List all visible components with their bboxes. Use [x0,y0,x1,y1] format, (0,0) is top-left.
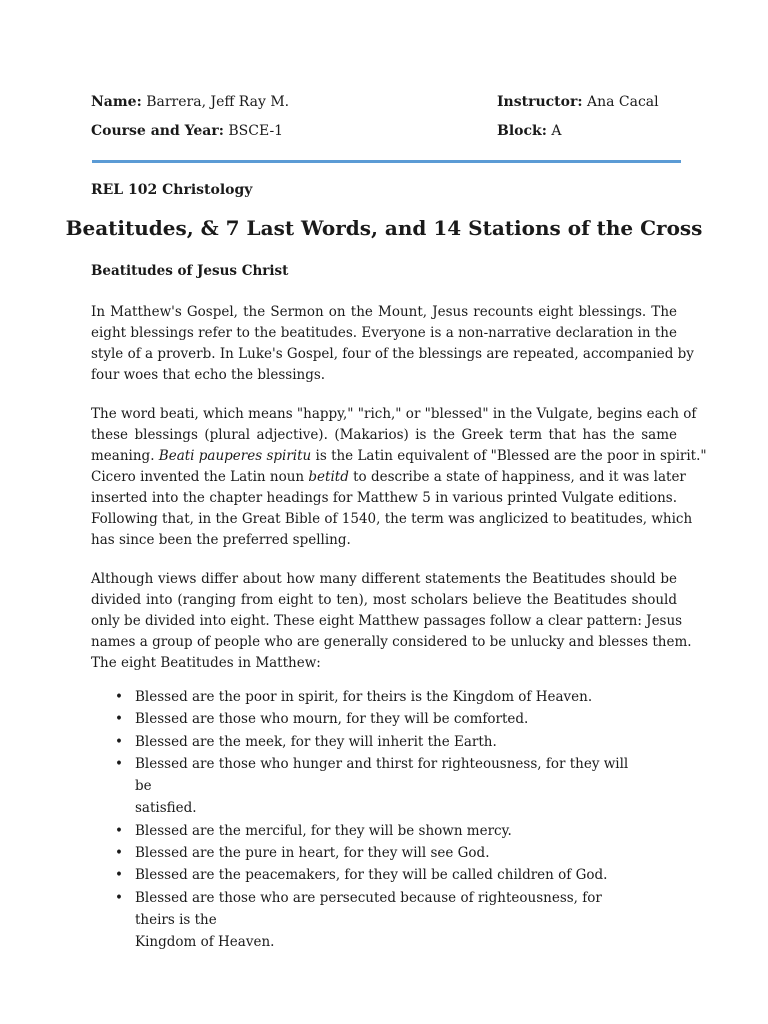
beatitude-text: Blessed are those who are persecuted because of righteousness, for theirs is the [135,889,602,928]
paragraph-line: style of a proverb. In Luke's Gospel, four of the blessings are repeated, accompanied by [91,346,694,362]
beatitude-text: Blessed are those who mourn, for they will be comforted. [135,711,529,728]
instructor-label: Instructor: [497,94,583,110]
beatitude-text: Blessed are those who hunger and thirst for righteousness, for they will be [135,755,629,795]
block-label: Block: [497,123,547,139]
paragraph-line: has since been the preferred spelling. [91,532,351,548]
paragraph-line: divided into (ranging from eight to ten), most scholars believe the Beatitudes should [91,592,677,608]
beatitude-item [0,864,635,886]
course-code: REL 102 Christology [91,182,253,198]
paragraph-line: Following that, in the Great Bible of 1540, the term was anglicized to beatitudes, which [91,511,693,527]
bullet-icon: • [115,755,123,772]
name-label: Name: [91,94,142,110]
paragraph-line: In Matthew's Gospel, the Sermon on the Mount, Jesus recounts eight blessings. The [91,304,677,320]
beatitude-item [0,753,635,820]
paragraph-line: four woes that echo the blessings. [91,367,326,383]
bullet-icon: • [115,733,123,750]
document-title: Beatitudes, & 7 Last Words, and 14 Stations of the Cross [65,216,703,240]
beatitude-item [0,887,635,954]
text-run: meaning. [91,448,159,464]
bullet-icon: • [115,822,123,839]
bullet-icon: • [115,711,123,728]
name-value: Barrera, Jeff Ray M. [146,94,290,110]
student-name [91,92,289,112]
beatitude-text: Blessed are the pure in heart, for they will see God. [135,845,490,862]
paragraph-line: only be divided into eight. These eight Matthew passages follow a clear pattern: Jesus [91,613,683,629]
paragraph-line: inserted into the chapter headings for Matthew 5 in various printed Vulgate editions. [91,490,677,506]
bullet-icon: • [115,867,123,884]
text-run: is the Latin equivalent of "Blessed are the poor in spirit." [311,448,707,464]
paragraph-line [91,446,707,467]
beatitude-text: satisfied. [135,800,197,817]
latin-phrase: Beati pauperes spiritu [158,448,312,464]
beatitude-item [0,820,635,842]
latin-noun: betitd [308,469,349,485]
paragraph-line: The eight Beatitudes in Matthew: [91,655,321,671]
beatitude-item [0,686,635,708]
header-divider [92,160,681,163]
bullet-icon: • [115,845,123,862]
paragraph-division [91,569,692,674]
text-run: to describe a state of happiness, and it was later [348,469,686,485]
beatitude-text: Blessed are the meek, for they will inherit the Earth. [135,733,497,750]
block-value: A [551,123,562,139]
beatitude-text: Blessed are the merciful, for they will be shown mercy. [135,822,512,839]
instructor-value: Ana Cacal [586,94,659,110]
paragraph-line: names a group of people who are generally considered to be unlucky and blesses them. [91,634,692,650]
beatitude-text: Blessed are the peacemakers, for they will be called children of God. [135,867,608,884]
paragraph-line: these blessings (plural adjective). (Makarios) is the Greek term that has the same [91,427,677,443]
paragraph-line [91,467,686,488]
beatitude-text: Blessed are the poor in spirit, for theirs is the Kingdom of Heaven. [135,689,593,705]
paragraph-intro [91,302,694,386]
paragraph-line: Although views differ about how many different statements the Beatitudes should be [91,571,677,587]
beatitude-item [0,731,635,753]
beatitude-item [0,842,635,864]
paragraph-line: eight blessings refer to the beatitudes. Everyone is a non-narrative declaration in the [91,325,677,341]
beatitude-text: Kingdom of Heaven. [135,934,275,951]
bullet-icon: • [115,689,123,705]
block [497,121,561,141]
instructor [497,92,659,112]
course-value: BSCE-1 [228,123,284,139]
bullet-icon: • [115,889,123,906]
course-label: Course and Year: [91,123,224,139]
text-run: Cicero invented the Latin noun [91,469,309,485]
paragraph-line: The word beati, which means "happy," "rich," or "blessed" in the Vulgate, begins each of [91,406,697,422]
beatitudes-list [0,686,635,954]
beatitude-item [0,708,635,730]
paragraph-etymology [91,404,707,551]
course-and-year [91,121,283,141]
section-heading: Beatitudes of Jesus Christ [91,263,289,279]
